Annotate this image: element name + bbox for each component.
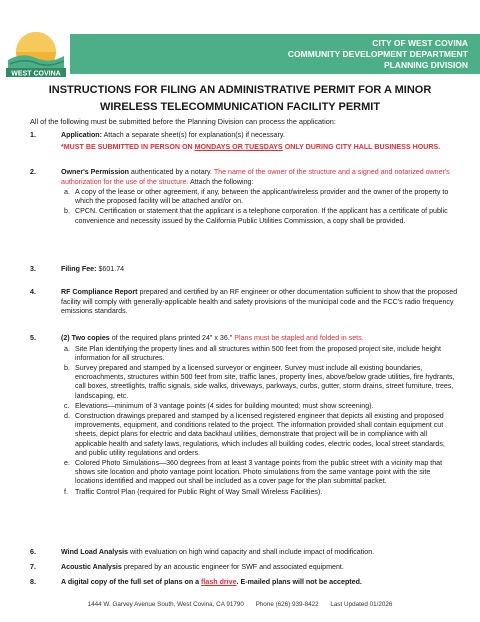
sub-item: [64, 344, 458, 363]
item-filing-fee: [30, 265, 458, 275]
item-text: A digital copy of the full set of plans on a: [61, 578, 202, 586]
item-text: prepared and certified by an RF engineer or other documentation sufficient to show that the proposed facility will comply with generally-applicable health and safety provisions of the municipal code and the FCC's radio frequency emissions standards.: [61, 288, 458, 315]
sub-item-text: CPCN. Certification or statement that the applicant is a telephone corporation. If the applicant has a certificate of public convenience and necessity issued by the California Public Utilities Commission, a copy shall be provided.: [75, 207, 448, 225]
sub-item-letter: e.: [64, 458, 70, 467]
sub-item-text: Construction drawings prepared and stamped by a licensed registered engineer that depicts all existing and proposed improvements, equipment, and conditions related to the project. The information provided shall contain equipment cut sheets, depict plans for electric and data backhaul utilities, demonstrate that project will be in compliance with all applicable health and safety laws, regulations, which includes all building codes, electric codes, local street standards, and public utility regulations and orders.: [75, 411, 445, 457]
sub-item: [64, 363, 458, 401]
item-application: [30, 131, 458, 152]
item-label: Filing Fee:: [61, 265, 97, 273]
footer-phone: Phone (626) 939-8422: [255, 601, 319, 608]
sub-item: [64, 487, 458, 497]
item-text-red: The name of the owner of the structure and a signed and notarized owner's authorization for the use of the structure.: [61, 168, 450, 186]
item-number: 4.: [30, 288, 36, 296]
item-owner-permission: [30, 168, 458, 226]
item-number: 1.: [30, 131, 36, 139]
item-label: (2) Two copies: [61, 334, 110, 342]
org-block: [288, 38, 468, 71]
page-header: [0, 0, 480, 82]
item-number: 6.: [30, 548, 36, 556]
sub-item-letter: b.: [64, 363, 70, 372]
sub-item-text: Colored Photo Simulations—360 degrees from at least 3 vantage points from the public street with a vicinity map that shows site location and photo vantage point location. Photo simulations from the same vantage point with the site locations identified and mapped out shall be included as a cover page for the plan submittal packet.: [75, 458, 443, 486]
footer-address: 1444 W. Garvey Avenue South, West Covina, CA 91790: [87, 601, 244, 608]
sub-item-text: Traffic Control Plan (required for Public Right of Way Small Wireless Facilities).: [75, 487, 323, 496]
item-number: 8.: [30, 578, 36, 586]
item-text-end: Attach the following:: [188, 177, 254, 186]
sub-item-letter: d.: [64, 411, 70, 420]
submission-warning: [61, 143, 458, 153]
item-label: Wind Load Analysis: [61, 548, 129, 556]
org-department: COMMUNITY DEVELOPMENT DEPARTMENT: [287, 49, 468, 59]
sub-item-text: Elevations—minimum of 3 vantage points (4 sides for building mounted; must show screening).: [75, 401, 374, 410]
item-number: 2.: [30, 168, 36, 176]
item-text-end: . E-mailed plans will not be accepted.: [236, 578, 362, 586]
item-text: $601.74: [96, 265, 125, 273]
item-text-red: Plans must be stapled and folded in sets.: [234, 334, 364, 342]
org-city: CITY OF WEST COVINA: [372, 38, 468, 48]
warning-text-end: ONLY DURING CITY HALL BUSINESS HOURS.: [282, 142, 441, 151]
item-text: authenticated by a notary.: [128, 168, 214, 176]
item-number: 3.: [30, 265, 36, 273]
item-text: prepared by an acoustic engineer for SWF and associated equipment.: [121, 563, 344, 571]
item-label: Owner's Permission: [61, 168, 129, 176]
item-acoustic: [30, 563, 458, 573]
title-line-2: WIRELESS TELECOMMUNICATION FACILITY PERMIT: [99, 101, 381, 113]
item-wind-load: [30, 548, 458, 558]
sub-item-letter: a.: [64, 188, 70, 196]
item-text: Attach a separate sheet(s) for explanation(s) if necessary.: [103, 131, 285, 139]
sub-item-text: Site Plan identifying the property lines and all structures within 500 feet from the proposed project site, include height information for all structures.: [75, 344, 441, 362]
footer-updated: Last Updated 01/2026: [330, 601, 393, 608]
document-title: [0, 82, 480, 116]
intro-text: All of the following must be submitted before the Planning Division can process the application:: [30, 117, 336, 126]
item-plans: [30, 334, 458, 497]
flash-drive-text: flash drive: [201, 578, 237, 586]
item-text: of the required plans printed 24" x 36.": [109, 334, 235, 342]
sub-item: [64, 207, 458, 225]
warning-text: *MUST BE SUBMITTED IN PERSON ON: [61, 142, 195, 151]
org-division: PLANNING DIVISION: [383, 60, 468, 70]
item-text: with evaluation on high wind capacity and shall include impact of modification.: [128, 548, 375, 556]
item-number: 5.: [30, 334, 36, 342]
item-label: RF Compliance Report: [61, 288, 138, 296]
logo-text: WEST COVINA: [11, 70, 61, 78]
sub-item: [64, 411, 458, 458]
title-line-1: INSTRUCTIONS FOR FILING AN ADMINISTRATIVE PERMIT FOR A MINOR: [48, 84, 432, 96]
sub-item-letter: a.: [64, 344, 70, 353]
item-rf-report: [30, 288, 458, 317]
warning-days: MONDAYS OR TUESDAYS: [194, 142, 283, 151]
page-footer: [0, 601, 480, 608]
sub-item-letter: b.: [64, 207, 70, 216]
sub-item-letter: f.: [64, 487, 68, 496]
sub-item-text: Survey prepared and stamped by a licensed surveyor or engineer. Survey must include all existing boundaries, encroachments, structures within 500 feet from site, traffic lanes, property lines, above/below grade utilities, fire hydrants, call boxes, streetlights, traffic signals, side walks, driveways, parkways, curbs, gutter, storm drains, street furniture, trees, landscaping, etc.: [75, 363, 455, 400]
item-digital-copy: [30, 578, 458, 588]
sub-item: [64, 188, 458, 206]
sub-item-text: A copy of the lease or other agreement, if any, between the applicant/wireless provider and the owner of the property to which the proposed facility will be attached and/or on.: [75, 188, 449, 206]
sub-item-letter: c.: [64, 401, 70, 410]
sub-item: [64, 458, 458, 487]
west-covina-logo: [2, 30, 70, 80]
item-label: Acoustic Analysis: [61, 563, 122, 571]
item-label: Application:: [61, 131, 102, 139]
item-number: 7.: [30, 563, 36, 571]
sub-item: [64, 401, 458, 411]
